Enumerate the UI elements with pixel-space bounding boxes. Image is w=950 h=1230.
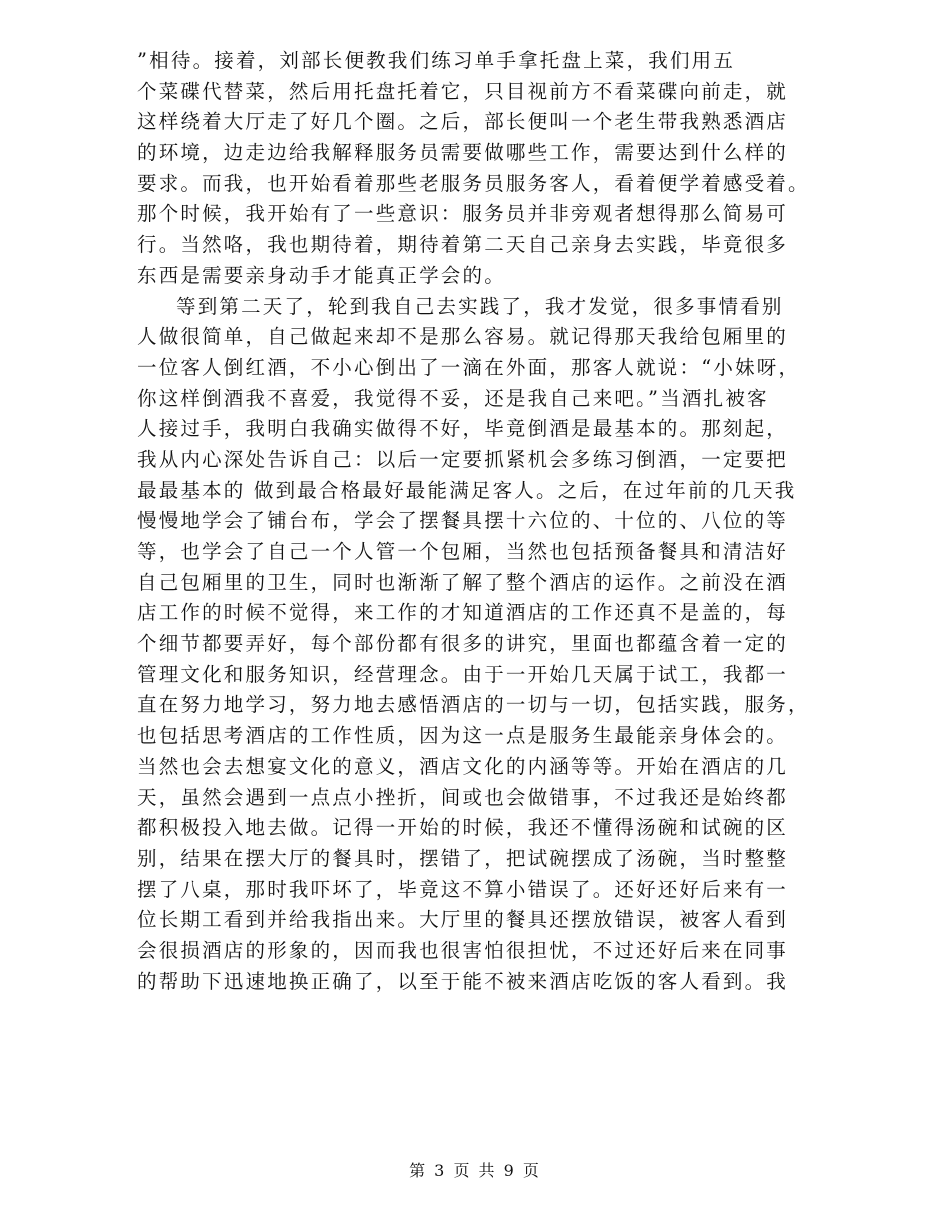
text-line: 人接过手，我明白我确实做得不好，毕竟倒酒是最基本的。那刻起， [137,417,789,441]
text-line: 等到第二天了，轮到我自己去实践了，我才发觉，很多事情看别 [176,294,784,318]
text-line: 行。当然咯，我也期待着，期待着第二天自己亲身去实践，毕竟很多 [137,233,789,257]
paragraph-2 [137,292,817,998]
page-number-footer: 第 3 页 共 9 页 [409,1161,541,1180]
text-line: 等，也学会了自己一个人管一个包厢，当然也包括预备餐具和清洁好 [137,540,789,563]
text-line: 那个时候，我开始有了一些意识：服务员并非旁观者想得那么简易可 [137,202,789,226]
text-line: ”相待。接着，刘部长便教我们练习单手拿托盘上菜，我们用五 [137,49,736,72]
text-line: 也包括思考酒店的工作性质，因为这一点是服务生最能亲身体会的。 [137,724,789,748]
text-line: 慢慢地学会了铺台布，学会了摆餐具摆十六位的、十位的、八位的等 [137,509,789,533]
text-line: 管理文化和服务知识，经营理念。由于一开始几天属于试工，我都一 [137,662,789,686]
text-line: 东西是需要亲身动手才能真正学会的。 [137,263,506,287]
text-line: 都积极投入地去做。记得一开始的时候，我还不懂得汤碗和试碗的区 [137,816,789,840]
text-line: 的环境，边走边给我解释服务员需要做哪些工作，需要达到什么样的 [137,141,789,165]
text-line: 你这样倒酒我不喜爱，我觉得不妥，还是我自己来吧。”当酒扎被客 [137,386,769,410]
text-line: 位长期工看到并给我指出来。大厅里的餐具还摆放错误，被客人看到 [137,908,789,932]
text-line: 这样绕着大厅走了好几个圈。之后，部长便叫一个老生带我熟悉酒店 [137,110,789,134]
paragraph-1 [137,46,817,292]
text-line: 会很损酒店的形象的，因而我也很害怕很担忧，不过还好后来在同事 [137,938,789,962]
document-body [137,46,817,997]
text-line: 当然也会去想宴文化的意义，酒店文化的内涵等等。开始在酒店的几 [137,754,789,778]
text-line: 天，虽然会遇到一点点小挫折，间或也会做错事，不过我还是始终都 [137,785,789,809]
text-line: 直在努力地学习，努力地去感悟酒店的一切与一切，包括实践，服务， [137,693,810,717]
text-line: 自己包厢里的卫生，同时也渐渐了解了整个酒店的运作。之前没在酒 [137,570,789,594]
text-line: 最最基本的 做到最合格最好最能满足客人。之后，在过年前的几天我 [137,478,797,502]
text-line: 我从内心深处告诉自己：以后一定要抓紧机会多练习倒酒，一定要把 [137,447,789,471]
text-line: 一位客人倒红酒，不小心倒出了一滴在外面，那客人就说：“小妹呀， [137,355,801,379]
text-line: 店工作的时候不觉得，来工作的才知道酒店的工作还真不是盖的，每 [137,601,789,625]
text-line: 人做很简单，自己做起来却不是那么容易。就记得那天我给包厢里的 [137,325,789,349]
text-line: 摆了八桌，那时我吓坏了，毕竟这不算小错误了。还好还好后来有一 [137,877,789,901]
text-line: 的帮助下迅速地换正确了，以至于能不被来酒店吃饭的客人看到。我 [137,969,789,993]
text-line: 个菜碟代替菜，然后用托盘托着它，只目视前方不看菜碟向前走，就 [137,79,789,103]
text-line: 个细节都要弄好，每个部份都有很多的讲究，里面也都蕴含着一定的 [137,632,789,656]
text-line: 别，结果在摆大厅的餐具时，摆错了，把试碗摆成了汤碗，当时整整 [137,846,789,870]
text-line: 要求。而我，也开始看着那些老服务员服务客人，看着便学着感受着。 [137,171,810,195]
